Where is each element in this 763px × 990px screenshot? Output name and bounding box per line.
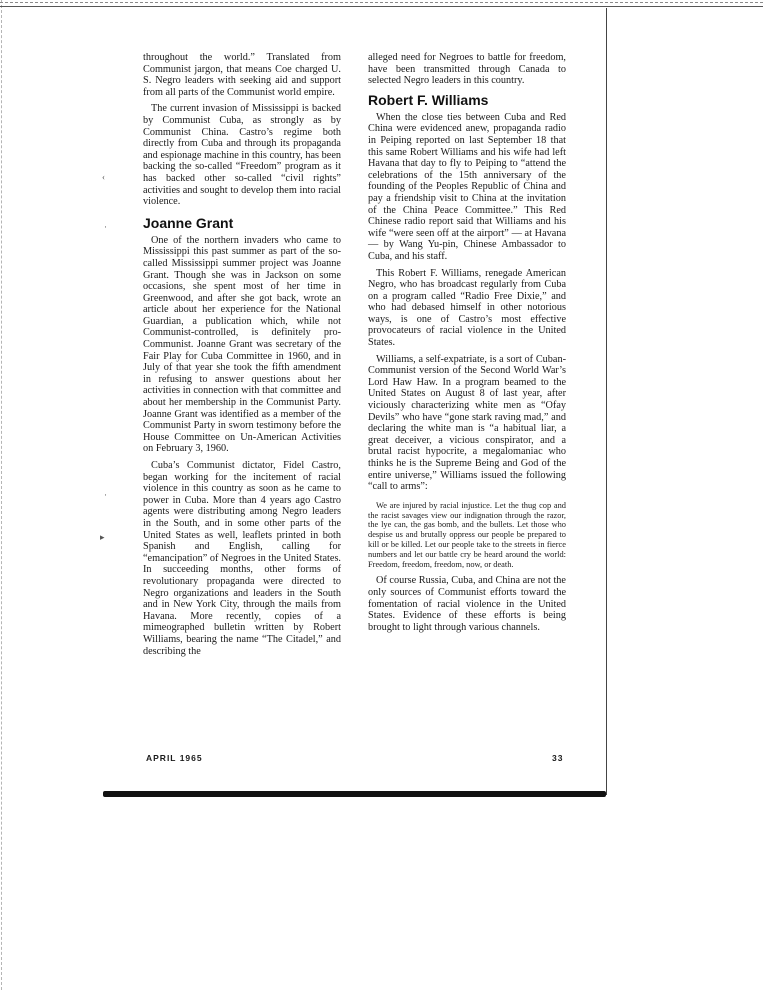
paragraph: When the close ties between Cuba and Red China were evidenced anew, propaganda radio in Peiping reported on last September 18 that this same Robert Williams and his wife had left Havana that day to fly to Peiping to “attend the celebrations of the 15th anniversary of the founding of the Peoples Republic of China and pay a friendship visit to China at the invitation of the China Peace Committee.” This Red Chinese radio report said that Williams and his wife “were seen off at the airport” — at Havana — by Wang Yu-pin, Chinese Ambassador to Cuba, and his staff. [368,111,566,262]
section-heading-robert-f-williams: Robert F. Williams [368,91,489,108]
scan-left-edge [1,0,2,990]
scan-mark: · [104,222,107,232]
top-rule [0,6,763,7]
scan-mark: ‹ [102,172,105,182]
page-number: 33 [552,753,564,763]
paragraph: Cuba’s Communist dictator, Fidel Castro, began working for the incitement of racial violence in this country as soon as he came to power in Cuba. More than 4 years ago Castro agents were distributing among Negro leaders in the South, and in some other parts of the United States as well, leaflets printed in both Spanish and English, calling for “emancipation” of Negroes in the United States. In succeeding months, other forms of revolutionary propaganda were directed to Negro organizations and leaders in the South and in New York City, through the mails from Havana. More recently, copies of a mimeographed bulletin written by Robert Williams, bearing the name “The Citadel,” and describing the [143,460,341,657]
block-quote: We are injured by racial injustice. Let the thug cop and the racist savages view our indignation through the razor, the lye can, the gas bomb, and the bullets. Let those who despise us and brutally oppress our people be prepared to kill or be killed. Let our people take to the streets in fierce numbers and let our battle cry be heard around the world: Freedom, freedom, freedom, now, or death. [368,500,566,569]
scan-mark: · [104,490,107,500]
section-heading-joanne-grant: Joanne Grant [143,214,234,231]
left-column [143,52,341,657]
paragraph: alleged need for Negroes to battle for freedom, have been transmitted through Canada to selected Negro leaders in this country. [368,52,566,87]
paragraph: Williams, a self-expatriate, is a sort of Cuban-Communist version of the Second World War’s Lord Haw Haw. In a program beamed to the United States on August 8 of last year, after viciously characterizing white men as “Ofay Devils” who have “gone stark raving mad,” and declaring the white man is “a habitual liar, a great deceiver, a vicious conspirator, and a brutal racist hypocrite, a megalomaniac who thinks he is the Supreme Being and God of the entire universe,” Williams issued the following “call to arms”: [368,353,566,493]
scan-mark: ▸ [100,532,105,542]
right-margin-rule [606,8,607,795]
scan-top-edge [0,2,763,3]
paragraph: Of course Russia, Cuba, and China are not the only sources of Communist efforts toward the fomentation of racial violence in the United States. Evidence of these efforts is being brought to light through various channels. [368,575,566,633]
paragraph: The current invasion of Mississippi is backed by Communist Cuba, as strongly as by Communist China. Castro’s regime both directly from Cuba and through its propaganda and espionage machine in this country, has been backing the so-called “Freedom” program as it has backed other so-called “civil rights” activities and sought to develop them into racial violence. [143,103,341,208]
bottom-rule [103,791,606,797]
paragraph: One of the northern invaders who came to Mississippi this past summer as part of the so-called Mississippi summer project was Joanne Grant. Though she was in Jackson on some occasions, she spent most of her time in Greenwood, and after she got back, wrote an article about her experience for the National Guardian, a publication which, while not Communist-controlled, is definitely pro-Communist. Joanne Grant was secretary of the Fair Play for Cuba Committee in 1960, and in July of that year she took the fifth amendment in refusing to answer questions about her activities in connection with that committee and about her membership in the Communist Party. Joanne Grant was identified as a member of the Communist Party in sworn testimony before the House Committee on Un-American Activities on February 3, 1960. [143,234,341,455]
footer-date: APRIL 1965 [146,753,203,763]
paragraph: This Robert F. Williams, renegade American Negro, who has broadcast regularly from Cuba on a program called “Radio Free Dixie,” and who had debased himself in other notorious ways, is one of Castro’s most effective provocateurs of racial violence in the United States. [368,267,566,349]
paragraph: throughout the world.” Translated from Communist jargon, that means Coe charged U. S. Negro leaders with seeking aid and support from all parts of the Communist world empire. [143,52,341,98]
right-column [368,52,566,633]
